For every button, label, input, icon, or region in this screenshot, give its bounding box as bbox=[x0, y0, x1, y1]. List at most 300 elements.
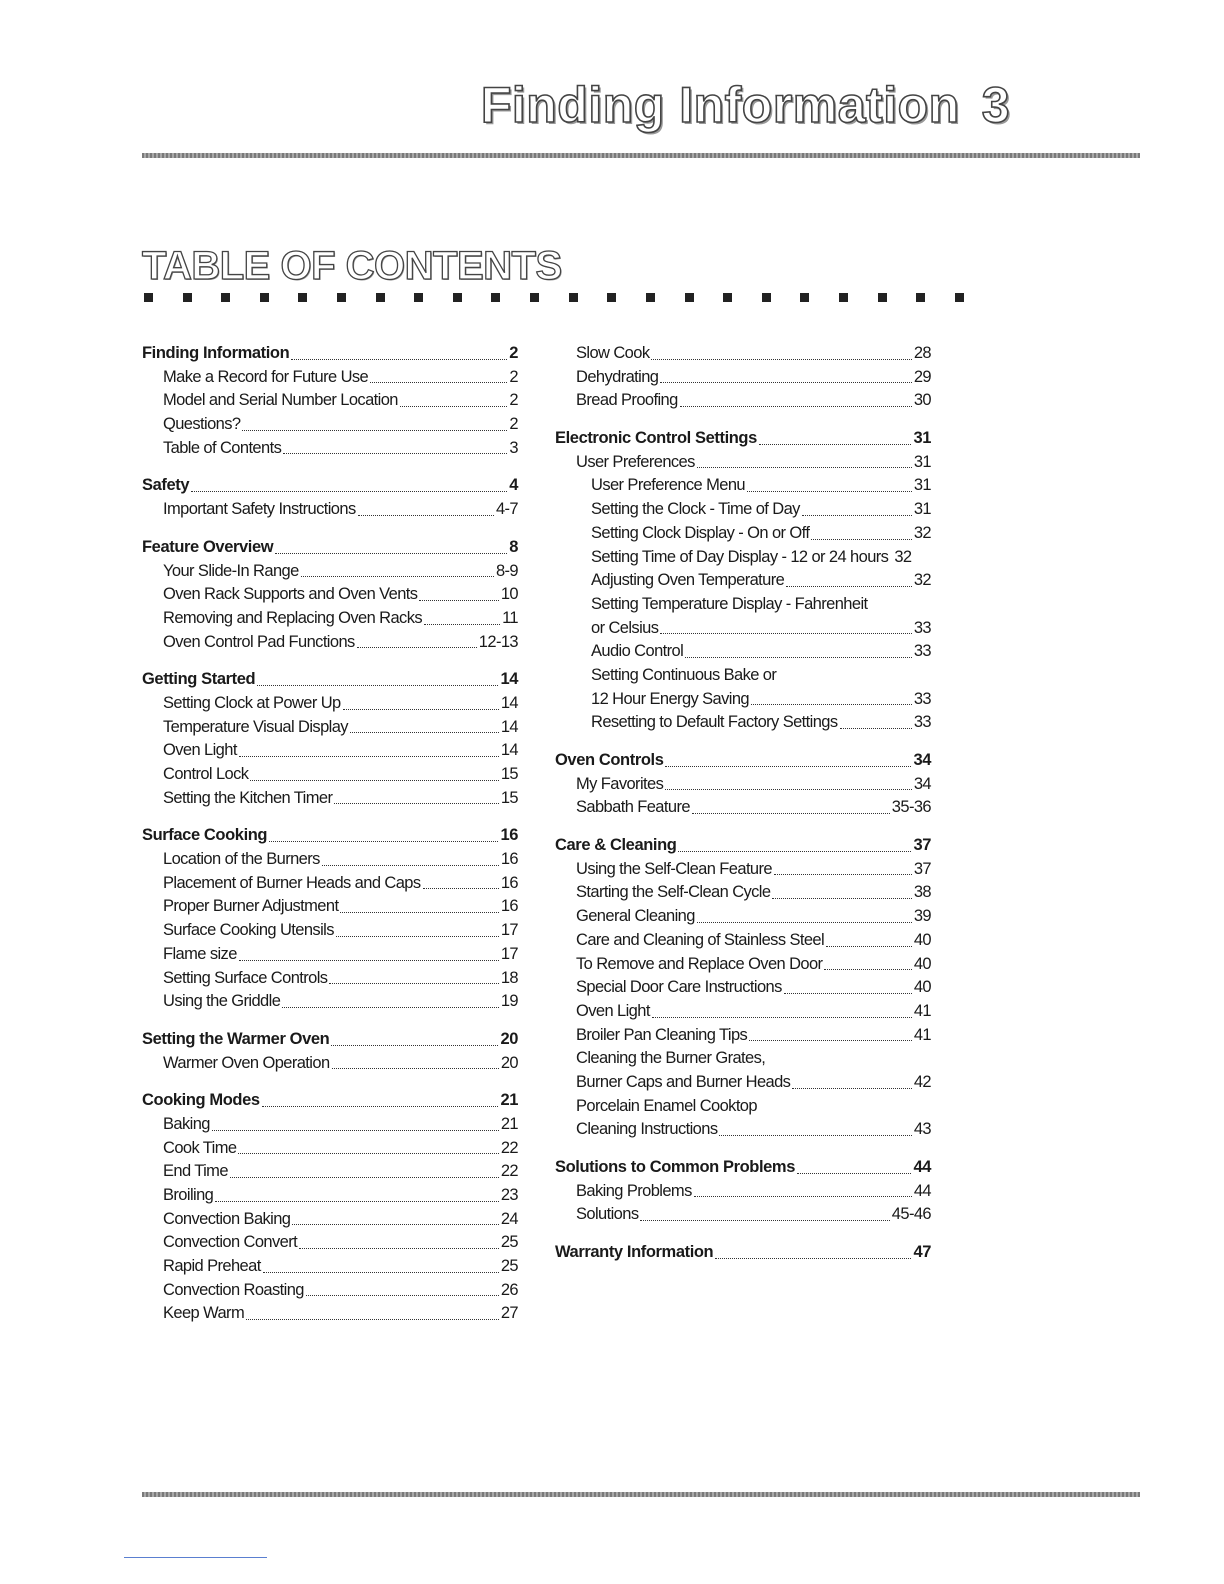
divider-square bbox=[530, 293, 539, 302]
toc-entry-page: 33 bbox=[913, 642, 931, 661]
dot-leader bbox=[419, 600, 498, 601]
toc-entry-title: Questions? bbox=[163, 415, 241, 434]
toc-entry-page: 24 bbox=[500, 1209, 518, 1228]
divider-square bbox=[955, 293, 964, 302]
dot-leader bbox=[840, 728, 912, 729]
toc-entry-page: 31 bbox=[913, 429, 931, 448]
toc-entry[interactable] bbox=[555, 688, 931, 712]
toc-entry[interactable] bbox=[142, 1184, 518, 1208]
toc-section-entry[interactable] bbox=[142, 536, 518, 560]
divider-square bbox=[183, 293, 192, 302]
divider-square bbox=[260, 293, 269, 302]
toc-entry[interactable] bbox=[142, 1052, 518, 1076]
toc-entry[interactable] bbox=[142, 787, 518, 811]
dot-leader bbox=[660, 382, 911, 383]
toc-entry[interactable] bbox=[142, 498, 518, 522]
toc-entry-title: Cook Time bbox=[163, 1138, 237, 1157]
dot-leader bbox=[665, 766, 911, 767]
divider-square bbox=[685, 293, 694, 302]
toc-entry-title: Your Slide-In Range bbox=[163, 561, 299, 580]
bottom-rule bbox=[142, 1492, 1140, 1497]
toc-entry-page: 20 bbox=[500, 1053, 518, 1072]
toc-entry-page: 8 bbox=[509, 537, 518, 556]
toc-entry-title: Using the Griddle bbox=[163, 992, 281, 1011]
toc-entry-page: 18 bbox=[500, 968, 518, 987]
toc-entry-title: To Remove and Replace Oven Door bbox=[576, 954, 823, 973]
dot-leader bbox=[239, 960, 499, 961]
dot-leader bbox=[400, 406, 508, 407]
dot-leader bbox=[715, 1258, 911, 1259]
toc-entry[interactable] bbox=[142, 366, 518, 390]
dot-leader bbox=[678, 851, 911, 852]
divider-square bbox=[414, 293, 423, 302]
toc-entry-title: Burner Caps and Burner Heads bbox=[576, 1072, 791, 1091]
toc-entry[interactable] bbox=[142, 583, 518, 607]
toc-entry-page: 14 bbox=[500, 670, 518, 689]
dot-leader bbox=[230, 1177, 499, 1178]
toc-entry-title: Broiling bbox=[163, 1186, 214, 1204]
toc-entry-page: 31 bbox=[913, 476, 931, 495]
toc-entry-title: Proper Burner Adjustment bbox=[163, 897, 339, 916]
dot-leader bbox=[263, 1272, 499, 1273]
toc-entry-title: Oven Rack Supports and Oven Vents bbox=[163, 585, 418, 604]
toc-entry-title: Model and Serial Number Location bbox=[163, 391, 398, 410]
toc-entry-title: Setting Time of Day Display - 12 or 24 hours bbox=[591, 547, 889, 566]
toc-entry[interactable] bbox=[142, 967, 518, 991]
dot-leader bbox=[772, 898, 911, 899]
dot-leader bbox=[283, 453, 507, 454]
toc-entry-title: End Time bbox=[163, 1162, 228, 1181]
toc-entry[interactable] bbox=[142, 895, 518, 919]
dot-leader bbox=[665, 789, 912, 790]
dot-leader bbox=[350, 732, 499, 733]
dot-leader bbox=[784, 993, 912, 994]
toc-entry-title: Dehydrating bbox=[576, 367, 659, 386]
dot-leader bbox=[685, 657, 912, 658]
toc-entry-title: Bread Proofing bbox=[576, 391, 678, 410]
divider-square bbox=[607, 293, 616, 302]
divider-square bbox=[491, 293, 500, 302]
dot-leader bbox=[332, 1068, 499, 1069]
toc-entry-page: 15 bbox=[500, 788, 518, 807]
toc-entry[interactable] bbox=[555, 546, 931, 570]
dot-leader bbox=[747, 491, 912, 492]
toc-entry[interactable] bbox=[555, 881, 931, 905]
toc-entry-title: Solutions bbox=[576, 1205, 639, 1224]
toc-entry-title: Temperature Visual Display bbox=[163, 717, 348, 736]
dot-leader bbox=[660, 633, 911, 634]
toc-entry-page: 2 bbox=[509, 367, 518, 386]
dot-leader bbox=[336, 936, 499, 937]
dot-leader bbox=[651, 359, 911, 360]
toc-entry[interactable] bbox=[142, 1302, 518, 1326]
toc-section-entry[interactable] bbox=[142, 1089, 518, 1113]
toc-entry[interactable] bbox=[142, 389, 518, 413]
dot-leader bbox=[751, 704, 912, 705]
toc-entry[interactable] bbox=[142, 1208, 518, 1232]
dot-leader bbox=[652, 1017, 912, 1018]
dot-leader bbox=[257, 685, 498, 686]
toc-entry-title: Make a Record for Future Use bbox=[163, 367, 369, 386]
toc-entry[interactable] bbox=[555, 640, 931, 664]
toc-entry-title: Important Safety Instructions bbox=[163, 500, 356, 519]
toc-entry-title: Location of the Burners bbox=[163, 850, 320, 869]
toc-entry-title: Setting the Warmer Oven bbox=[142, 1029, 330, 1048]
toc-entry-page: 20 bbox=[500, 1029, 518, 1048]
toc-entry[interactable] bbox=[555, 664, 931, 688]
toc-entry-page: 2 bbox=[509, 415, 518, 434]
toc-entry-page: 3 bbox=[509, 438, 518, 457]
toc-entry[interactable] bbox=[555, 366, 931, 390]
toc-entry-title: Setting Clock Display - On or Off bbox=[591, 523, 810, 542]
dot-leader bbox=[370, 382, 507, 383]
divider-square bbox=[762, 293, 771, 302]
toc-entry[interactable] bbox=[142, 1279, 518, 1303]
toc-entry[interactable] bbox=[555, 1047, 931, 1071]
dot-leader bbox=[694, 1196, 912, 1197]
toc-entry-page: 4-7 bbox=[495, 500, 518, 519]
toc-entry-title: Convection Roasting bbox=[163, 1280, 304, 1299]
toc-section-entry[interactable] bbox=[142, 1028, 518, 1052]
toc-entry[interactable] bbox=[555, 1095, 931, 1119]
toc-entry[interactable] bbox=[555, 569, 931, 593]
toc-entry[interactable] bbox=[555, 1000, 931, 1024]
dot-leader bbox=[299, 1248, 499, 1249]
toc-entry-title: Special Door Care Instructions bbox=[576, 978, 782, 997]
toc-entry-page: 8-9 bbox=[495, 561, 518, 580]
dot-leader bbox=[246, 1319, 499, 1320]
toc-entry-title: Surface Cooking Utensils bbox=[163, 921, 334, 940]
toc-entry-title: User Preferences bbox=[576, 452, 695, 471]
toc-entry-title: Warranty Information bbox=[555, 1243, 714, 1262]
dot-leader bbox=[212, 1130, 499, 1131]
toc-entry-title: Adjusting Oven Temperature bbox=[591, 571, 785, 590]
page-header bbox=[481, 76, 1010, 134]
toc-entry[interactable] bbox=[142, 1160, 518, 1184]
toc-entry-title: Baking Problems bbox=[576, 1181, 692, 1200]
toc-entry-title: Solutions to Common Problems bbox=[555, 1158, 795, 1176]
dot-leader bbox=[250, 780, 498, 781]
dot-leader bbox=[774, 874, 912, 875]
toc-entry-title: Flame size bbox=[163, 944, 237, 963]
toc-right-column bbox=[555, 342, 931, 1265]
toc-entry-title: Electronic Control Settings bbox=[555, 429, 757, 448]
toc-section-entry[interactable] bbox=[555, 427, 931, 451]
toc-entry-page: 22 bbox=[500, 1138, 518, 1157]
toc-entry-title: Audio Control bbox=[591, 642, 684, 661]
dot-leader bbox=[291, 359, 507, 360]
toc-entry-page: 12-13 bbox=[478, 632, 518, 651]
toc-entry-page: 40 bbox=[913, 930, 931, 949]
toc-entry-title: Convection Convert bbox=[163, 1233, 298, 1252]
dot-leader bbox=[215, 1201, 499, 1202]
dot-leader bbox=[242, 430, 507, 431]
toc-entry-page: 33 bbox=[913, 689, 931, 708]
toc-entry-page: 14 bbox=[500, 741, 518, 760]
dot-leader bbox=[357, 647, 477, 648]
toc-entry-page: 32 bbox=[913, 571, 931, 590]
toc-entry-page: 34 bbox=[913, 774, 931, 793]
toc-section-entry[interactable] bbox=[555, 749, 931, 773]
toc-entry-title: Keep Warm bbox=[163, 1304, 245, 1323]
toc-entry[interactable] bbox=[555, 593, 931, 617]
divider-square bbox=[800, 293, 809, 302]
toc-entry-page: 40 bbox=[913, 954, 931, 973]
toc-entry-title: Finding Information bbox=[142, 344, 290, 362]
toc-entry-page: 41 bbox=[913, 1001, 931, 1020]
toc-entry-title: General Cleaning bbox=[576, 907, 695, 926]
dot-leader bbox=[282, 1007, 499, 1008]
toc-entry[interactable] bbox=[555, 773, 931, 797]
toc-entry-title: Sabbath Feature bbox=[576, 798, 690, 817]
toc-entry-title: Starting the Self-Clean Cycle bbox=[576, 883, 771, 902]
toc-entry-page: 25 bbox=[500, 1233, 518, 1252]
toc-entry-page: 11 bbox=[502, 608, 518, 627]
toc-entry[interactable] bbox=[555, 1118, 931, 1142]
toc-entry[interactable] bbox=[142, 990, 518, 1014]
toc-entry-title: Care and Cleaning of Stainless Steel bbox=[576, 930, 825, 949]
toc-entry-title: Setting Clock at Power Up bbox=[163, 693, 341, 712]
toc-entry-page: 2 bbox=[509, 344, 518, 362]
toc-entry-title: Setting the Kitchen Timer bbox=[163, 788, 333, 807]
toc-entry-title: Setting Surface Controls bbox=[163, 968, 328, 987]
toc-entry-page: 30 bbox=[913, 391, 931, 410]
toc-entry-title: Baking bbox=[163, 1114, 210, 1133]
dot-leader bbox=[697, 922, 912, 923]
toc-entry[interactable] bbox=[555, 451, 931, 475]
toc-entry-page: 31 bbox=[913, 452, 931, 471]
dot-leader bbox=[797, 1173, 911, 1174]
dot-leader bbox=[306, 1295, 499, 1296]
divider-square bbox=[337, 293, 346, 302]
toc-entry[interactable] bbox=[555, 498, 931, 522]
toc-entry[interactable] bbox=[142, 607, 518, 631]
dot-leader bbox=[343, 709, 499, 710]
dot-leader bbox=[358, 515, 494, 516]
toc-section-entry[interactable] bbox=[555, 834, 931, 858]
toc-entry-page: 33 bbox=[913, 618, 931, 637]
toc-entry-page: 16 bbox=[500, 897, 518, 916]
toc-entry-page: 17 bbox=[500, 944, 518, 963]
toc-entry-page: 41 bbox=[913, 1025, 931, 1044]
toc-entry[interactable] bbox=[142, 1137, 518, 1161]
toc-entry-page: 40 bbox=[913, 978, 931, 997]
dot-leader bbox=[262, 1106, 499, 1107]
toc-entry[interactable] bbox=[142, 763, 518, 787]
toc-entry-page: 15 bbox=[500, 765, 518, 783]
toc-entry-title: Rapid Preheat bbox=[163, 1257, 261, 1276]
dot-leader bbox=[826, 946, 912, 947]
toc-entry[interactable] bbox=[555, 711, 931, 735]
toc-entry-title: Convection Baking bbox=[163, 1209, 291, 1228]
toc-entry-page: 37 bbox=[913, 836, 931, 855]
toc-entry-page: 32 bbox=[913, 523, 931, 542]
dot-leader bbox=[292, 1224, 498, 1225]
toc-entry-page: 22 bbox=[500, 1162, 518, 1181]
toc-entry-page: 26 bbox=[500, 1280, 518, 1299]
toc-heading: TABLE OF CONTENTS bbox=[142, 244, 562, 288]
toc-entry[interactable] bbox=[555, 389, 931, 413]
toc-entry-page: 27 bbox=[500, 1304, 518, 1323]
toc-entry-title: Slow Cook bbox=[576, 344, 650, 362]
divider-square bbox=[144, 293, 153, 302]
toc-section-entry[interactable] bbox=[142, 824, 518, 848]
toc-entry-title: Placement of Burner Heads and Caps bbox=[163, 873, 421, 892]
header-page-number: 3 bbox=[981, 77, 1010, 133]
toc-entry-page: 4 bbox=[509, 476, 518, 495]
dot-leader bbox=[697, 467, 912, 468]
toc-entry[interactable] bbox=[142, 716, 518, 740]
toc-section-entry[interactable] bbox=[555, 1156, 931, 1180]
toc-entry-title: Setting Temperature Display - Fahrenheit bbox=[591, 594, 868, 613]
toc-entry[interactable] bbox=[555, 617, 931, 641]
toc-entry-page: 39 bbox=[913, 907, 931, 926]
toc-entry-title: Warmer Oven Operation bbox=[163, 1053, 330, 1072]
toc-entry-title: Using the Self-Clean Feature bbox=[576, 859, 772, 878]
toc-entry-title: Surface Cooking bbox=[142, 826, 268, 845]
dot-leader bbox=[423, 888, 499, 889]
dot-leader bbox=[680, 406, 912, 407]
toc-entry-title: Care & Cleaning bbox=[555, 836, 677, 855]
toc-entry-title: Getting Started bbox=[142, 670, 256, 689]
toc-entry[interactable] bbox=[142, 692, 518, 716]
toc-entry[interactable] bbox=[555, 858, 931, 882]
divider-square bbox=[723, 293, 732, 302]
toc-entry[interactable] bbox=[555, 1024, 931, 1048]
toc-entry[interactable] bbox=[555, 796, 931, 820]
toc-entry[interactable] bbox=[142, 1113, 518, 1137]
toc-entry-title: Cleaning the Burner Grates, bbox=[576, 1049, 766, 1068]
toc-entry[interactable] bbox=[142, 919, 518, 943]
dot-leader bbox=[824, 969, 911, 970]
toc-entry-page: 14 bbox=[500, 717, 518, 736]
toc-entry-page: 21 bbox=[500, 1091, 518, 1110]
toc-entry[interactable] bbox=[142, 943, 518, 967]
dot-leader bbox=[802, 515, 912, 516]
dot-leader bbox=[334, 803, 498, 804]
toc-entry-page: 34 bbox=[913, 751, 931, 769]
toc-entry[interactable] bbox=[555, 976, 931, 1000]
toc-entry[interactable] bbox=[555, 905, 931, 929]
toc-entry-title: Cleaning Instructions bbox=[576, 1120, 718, 1139]
toc-entry-page: 16 bbox=[500, 850, 518, 869]
dot-leader bbox=[275, 553, 507, 554]
dot-leader bbox=[329, 983, 498, 984]
toc-entry-page: 28 bbox=[913, 344, 931, 362]
dot-leader bbox=[786, 586, 912, 587]
toc-entry-page: 45-46 bbox=[891, 1205, 931, 1224]
toc-entry[interactable] bbox=[555, 1203, 931, 1227]
toc-entry-title: Porcelain Enamel Cooktop bbox=[576, 1096, 757, 1115]
dot-leader bbox=[811, 539, 912, 540]
dot-leader bbox=[269, 841, 498, 842]
dot-leader bbox=[640, 1220, 889, 1221]
toc-entry[interactable] bbox=[142, 1231, 518, 1255]
toc-entry[interactable] bbox=[555, 929, 931, 953]
toc-entry-title: Cooking Modes bbox=[142, 1091, 260, 1110]
toc-entry[interactable] bbox=[142, 848, 518, 872]
toc-entry[interactable] bbox=[555, 953, 931, 977]
toc-entry-page: 16 bbox=[500, 826, 518, 845]
toc-entry-page: 35-36 bbox=[891, 798, 931, 817]
toc-entry-title: Control Lock bbox=[163, 765, 249, 783]
toc-section-entry[interactable] bbox=[142, 668, 518, 692]
toc-entry-page: 10 bbox=[500, 585, 518, 604]
toc-entry[interactable] bbox=[142, 631, 518, 655]
toc-entry[interactable] bbox=[555, 522, 931, 546]
divider-square bbox=[878, 293, 887, 302]
toc-entry[interactable] bbox=[555, 1180, 931, 1204]
footer-link-underline bbox=[124, 1557, 267, 1558]
toc-entry-page: 2 bbox=[509, 391, 518, 410]
toc-entry-title: Oven Controls bbox=[555, 751, 664, 769]
dot-leader bbox=[331, 1045, 498, 1046]
toc-left-column bbox=[142, 342, 518, 1326]
toc-entry-title: Feature Overview bbox=[142, 537, 274, 556]
toc-entry-title: Broiler Pan Cleaning Tips bbox=[576, 1025, 748, 1044]
toc-entry-page: 19 bbox=[500, 992, 518, 1011]
toc-entry-page: 44 bbox=[913, 1181, 931, 1200]
top-rule bbox=[142, 153, 1140, 158]
toc-entry[interactable] bbox=[142, 560, 518, 584]
toc-entry-title: Setting Continuous Bake or bbox=[591, 665, 777, 684]
header-title: Finding Information bbox=[480, 77, 960, 133]
divider-square bbox=[376, 293, 385, 302]
toc-entry[interactable] bbox=[142, 1255, 518, 1279]
toc-section-entry[interactable] bbox=[142, 474, 518, 498]
toc-entry[interactable] bbox=[142, 437, 518, 461]
toc-entry[interactable] bbox=[142, 739, 518, 763]
toc-entry[interactable] bbox=[555, 342, 931, 366]
dot-leader bbox=[719, 1135, 911, 1136]
toc-entry[interactable] bbox=[142, 413, 518, 437]
dot-leader bbox=[749, 1040, 912, 1041]
dot-leader bbox=[238, 1153, 498, 1154]
divider-square bbox=[916, 293, 925, 302]
toc-entry-title: My Favorites bbox=[576, 774, 664, 793]
divider-square bbox=[839, 293, 848, 302]
toc-entry-page: 44 bbox=[913, 1158, 931, 1176]
toc-entry-page: 42 bbox=[913, 1072, 931, 1091]
divider-square bbox=[221, 293, 230, 302]
toc-section-entry[interactable] bbox=[555, 1241, 931, 1265]
divider-square bbox=[569, 293, 578, 302]
toc-entry-title: Resetting to Default Factory Settings bbox=[591, 713, 838, 732]
toc-entry-title: Oven Light bbox=[576, 1001, 650, 1020]
toc-entry[interactable] bbox=[555, 1071, 931, 1095]
toc-entry-page: 31 bbox=[913, 500, 931, 519]
toc-entry-page: 14 bbox=[500, 693, 518, 712]
square-divider bbox=[144, 293, 964, 305]
toc-entry-page: 25 bbox=[500, 1257, 518, 1276]
toc-entry-page: 47 bbox=[913, 1243, 931, 1262]
toc-entry-title: User Preference Menu bbox=[591, 476, 745, 495]
toc-entry[interactable] bbox=[142, 872, 518, 896]
toc-entry-page: 29 bbox=[913, 367, 931, 386]
toc-entry-page: 37 bbox=[913, 859, 931, 878]
divider-square bbox=[453, 293, 462, 302]
toc-section-entry[interactable] bbox=[142, 342, 518, 366]
dot-leader bbox=[792, 1088, 912, 1089]
dot-leader bbox=[692, 813, 890, 814]
toc-entry-page: 21 bbox=[500, 1114, 518, 1133]
toc-entry-page: 16 bbox=[500, 873, 518, 892]
toc-entry[interactable] bbox=[555, 474, 931, 498]
toc-entry-page: 23 bbox=[500, 1186, 518, 1204]
toc-entry-page: 38 bbox=[913, 883, 931, 902]
dot-leader bbox=[424, 624, 500, 625]
dot-leader bbox=[191, 491, 507, 492]
